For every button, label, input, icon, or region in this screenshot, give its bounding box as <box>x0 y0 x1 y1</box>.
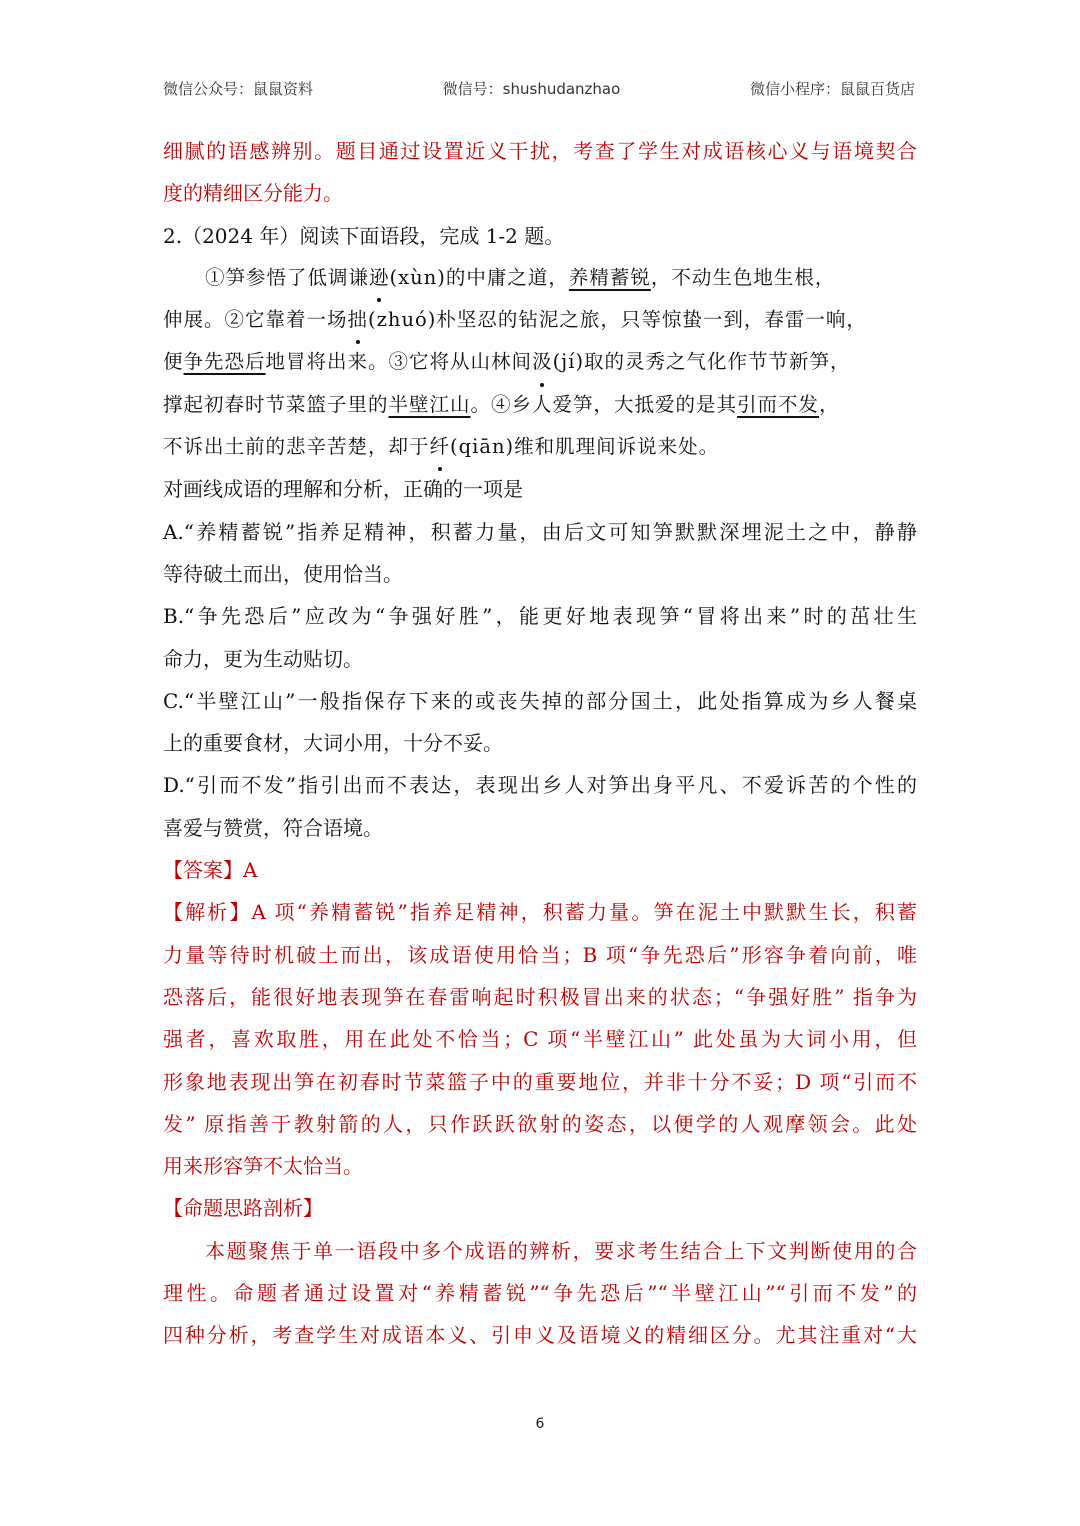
option-c-line-1: C.“半壁江山”一般指保存下来的或丧失掉的部分国土，此处指算成为乡人餐桌 <box>163 688 917 713</box>
option-c-line-2: 上的重要食材，大词小用，十分不妥。 <box>163 731 503 756</box>
reading-passage <box>163 257 917 468</box>
passage-text: ， <box>819 392 840 416</box>
option-a-line-2: 等待破土而出，使用恰当。 <box>163 561 403 586</box>
dotted-character: 逊 <box>369 257 390 299</box>
analysis-line-4: 强者，喜欢取胜，用在此处不恰当；C 项“半壁江山” 此处虽为大词小用，但 <box>163 1027 917 1052</box>
analysis-line-1: 【解析】A 项“养精蓄锐”指养足精神，积蓄力量。笋在泥土中默默生长，积蓄 <box>163 900 917 925</box>
passage-text: 伸展。②它靠着一场 <box>163 308 348 332</box>
passage-text: 地冒将出来。③它将从山林间 <box>265 350 533 374</box>
passage-text: 便 <box>163 350 184 374</box>
header-left: 微信公众号：鼠鼠资料 <box>163 80 314 98</box>
header-center: 微信号：shushudanzhao <box>442 80 621 98</box>
passage-text: (jí)取的灵秀之气化作节节新笋， <box>552 350 851 374</box>
page-content <box>163 130 917 1357</box>
passage-text: (zhuó)朴坚忍的钻泥之旅，只等惊蛰一到，春雷一响， <box>368 308 867 332</box>
page-header <box>163 78 915 99</box>
passage-line-5 <box>163 426 917 468</box>
underlined-idiom: 半壁江山 <box>388 392 471 416</box>
idea-line-2: 理性。命题者通过设置对“养精蓄锐”“争先恐后”“半壁江山”“引而不发”的 <box>163 1281 917 1306</box>
header-right: 微信小程序：鼠鼠百货店 <box>749 80 915 98</box>
answer-line <box>163 849 917 891</box>
dotted-character: 拙 <box>348 299 369 341</box>
intro-line-1: 细腻的语感辨别。题目通过设置近义干扰，考查了学生对成语核心义与语境契合 <box>163 139 917 163</box>
dotted-character: 纤 <box>430 426 451 468</box>
answer-value: A <box>243 858 258 883</box>
passage-text: (xùn)的中庸之道， <box>389 265 569 289</box>
underlined-idiom: 养精蓄锐 <box>568 265 651 289</box>
passage-line-1 <box>163 257 917 299</box>
passage-text: 不诉出土前的悲辛苦楚，却于 <box>163 435 430 459</box>
option-a-line-1: A.“养精蓄锐”指养足精神，积蓄力量，由后文可知笋默默深埋泥土之中，静静 <box>163 519 917 544</box>
option-d-line-1: D.“引而不发”指引出而不表达，表现出乡人对笋出身平凡、不爱诉苦的个性的 <box>163 773 917 798</box>
page-number: 6 <box>535 1416 545 1432</box>
question-prompt: 对画线成语的理解和分析，正确的一项是 <box>163 477 523 502</box>
passage-text: (qiān)维和肌理间诉说来处。 <box>450 435 720 459</box>
analysis-line-3: 恐落后，能很好地表现笋在春雷响起时积极冒出来的状态；“争强好胜” 指争为 <box>163 984 917 1009</box>
underlined-idiom: 争先恐后 <box>183 350 266 374</box>
analysis-line-7: 用来形容笋不太恰当。 <box>163 1154 363 1179</box>
idea-line-1: 本题聚焦于单一语段中多个成语的辨析，要求考生结合上下文判断使用的合 <box>205 1238 917 1263</box>
passage-line-3 <box>163 341 917 383</box>
analysis-line-6: 发” 原指善于教射箭的人，只作跃跃欲射的姿态，以便学的人观摩领会。此处 <box>163 1111 917 1136</box>
passage-line-4 <box>163 384 917 426</box>
answer-label: 【答案】 <box>163 858 243 883</box>
dotted-character: 汲 <box>532 341 553 383</box>
question-title: 2.（2024 年）阅读下面语段，完成 1-2 题。 <box>163 223 565 248</box>
passage-text: 撑起初春时节菜篮子里的 <box>163 392 389 416</box>
passage-text: 。④乡人爱笋，大抵爱的是其 <box>470 392 738 416</box>
passage-line-2 <box>163 299 917 341</box>
option-d-line-2: 喜爱与赞赏，符合语境。 <box>163 815 383 840</box>
idea-heading: 【命题思路剖析】 <box>163 1196 323 1221</box>
underlined-idiom: 引而不发 <box>737 392 820 416</box>
passage-text: ，不动生色地生根， <box>650 265 836 289</box>
intro-line-2: 度的精细区分能力。 <box>163 181 343 206</box>
passage-text: ①笋参悟了低调谦 <box>205 265 370 289</box>
idea-line-3: 四种分析，考查学生对成语本义、引申义及语境义的精细区分。尤其注重对“大 <box>163 1323 917 1348</box>
option-b-line-1: B.“争先恐后”应改为“争强好胜”，能更好地表现笋“冒将出来”时的茁壮生 <box>163 604 917 629</box>
analysis-line-2: 力量等待时机破土而出，该成语使用恰当；B 项“争先恐后”形容争着向前，唯 <box>163 942 917 967</box>
analysis-line-5: 形象地表现出笋在初春时节菜篮子中的重要地位，并非十分不妥；D 项“引而不 <box>163 1069 917 1094</box>
option-b-line-2: 命力，更为生动贴切。 <box>163 646 363 671</box>
